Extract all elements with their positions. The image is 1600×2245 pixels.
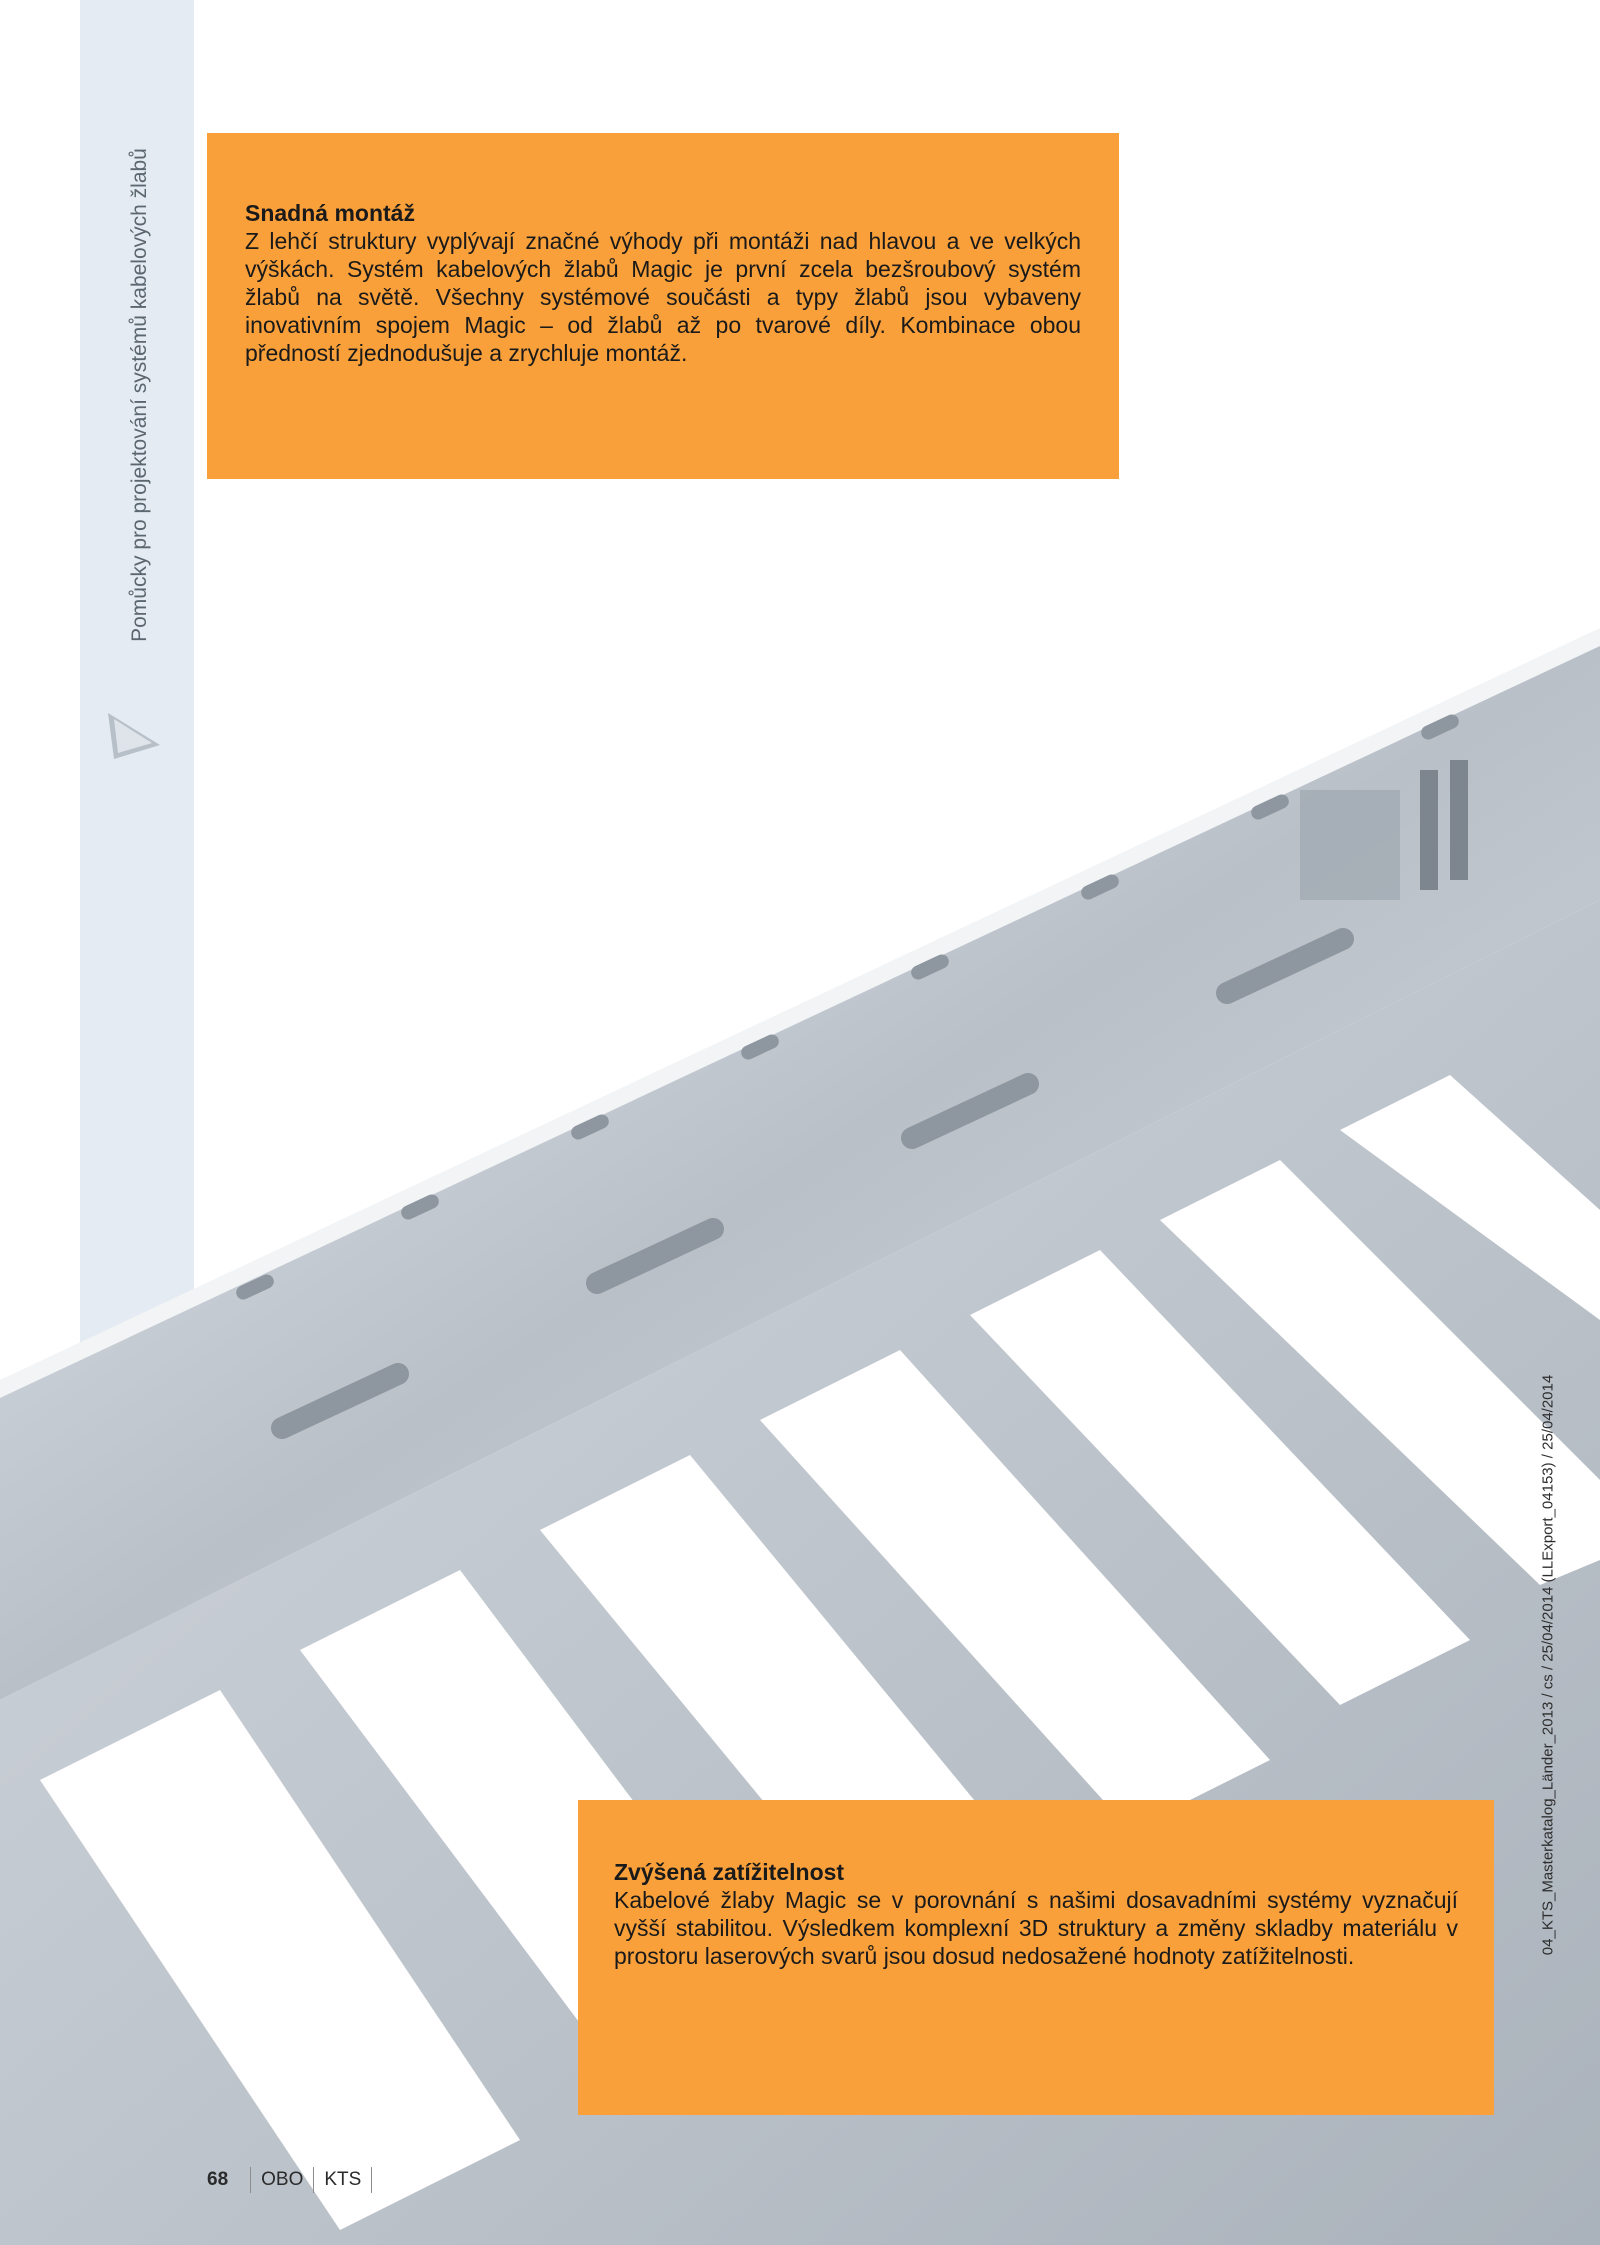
- load-capacity-heading: Zvýšená zatížitelnost: [614, 1859, 845, 1885]
- obo-emblem-icon: [100, 705, 170, 765]
- load-capacity-text: Kabelové žlaby Magic se v porovnání s našimi dosavadními systémy vyznačují vyšší stabilitou. Výsledkem komplexní 3D struktury a změny skladby materiálu v prostoru laserových svarů jsou dosud nedosažené hodnoty zatížitelnosti.: [614, 1887, 1458, 1969]
- sidebar-title: Pomůcky pro projektování systémů kabelových žlabů: [128, 148, 151, 642]
- footer-section: KTS: [324, 2169, 362, 2190]
- easy-mounting-heading: Snadná montáž: [245, 200, 415, 226]
- info-box-easy-mounting: [207, 133, 1119, 479]
- footer-divider: [313, 2167, 314, 2193]
- info-box-load-capacity: [578, 1800, 1494, 2115]
- page-number: 68: [207, 2169, 229, 2190]
- page-footer: [207, 2165, 382, 2195]
- footer-divider: [250, 2167, 251, 2193]
- footer-divider: [371, 2167, 372, 2193]
- easy-mounting-text: Z lehčí struktury vyplývají značné výhody při montáži nad hlavou a ve velkých výškách. Systém kabelových žlabů Magic je první zcela bezšroubový systém žlabů na světě. Všechny systémové součásti a typy žlabů jsou vybaveny inovativním spojem Magic – od žlabů až po tvarové díly. Kombinace obou předností zjednodušuje a zrychluje montáž.: [245, 228, 1081, 366]
- footer-brand: OBO: [261, 2169, 304, 2190]
- print-info-note: 04_KTS_Masterkatalog_Länder_2013 / cs / 25/04/2014 (LLExport_04153) / 25/04/2014: [1539, 1374, 1557, 1956]
